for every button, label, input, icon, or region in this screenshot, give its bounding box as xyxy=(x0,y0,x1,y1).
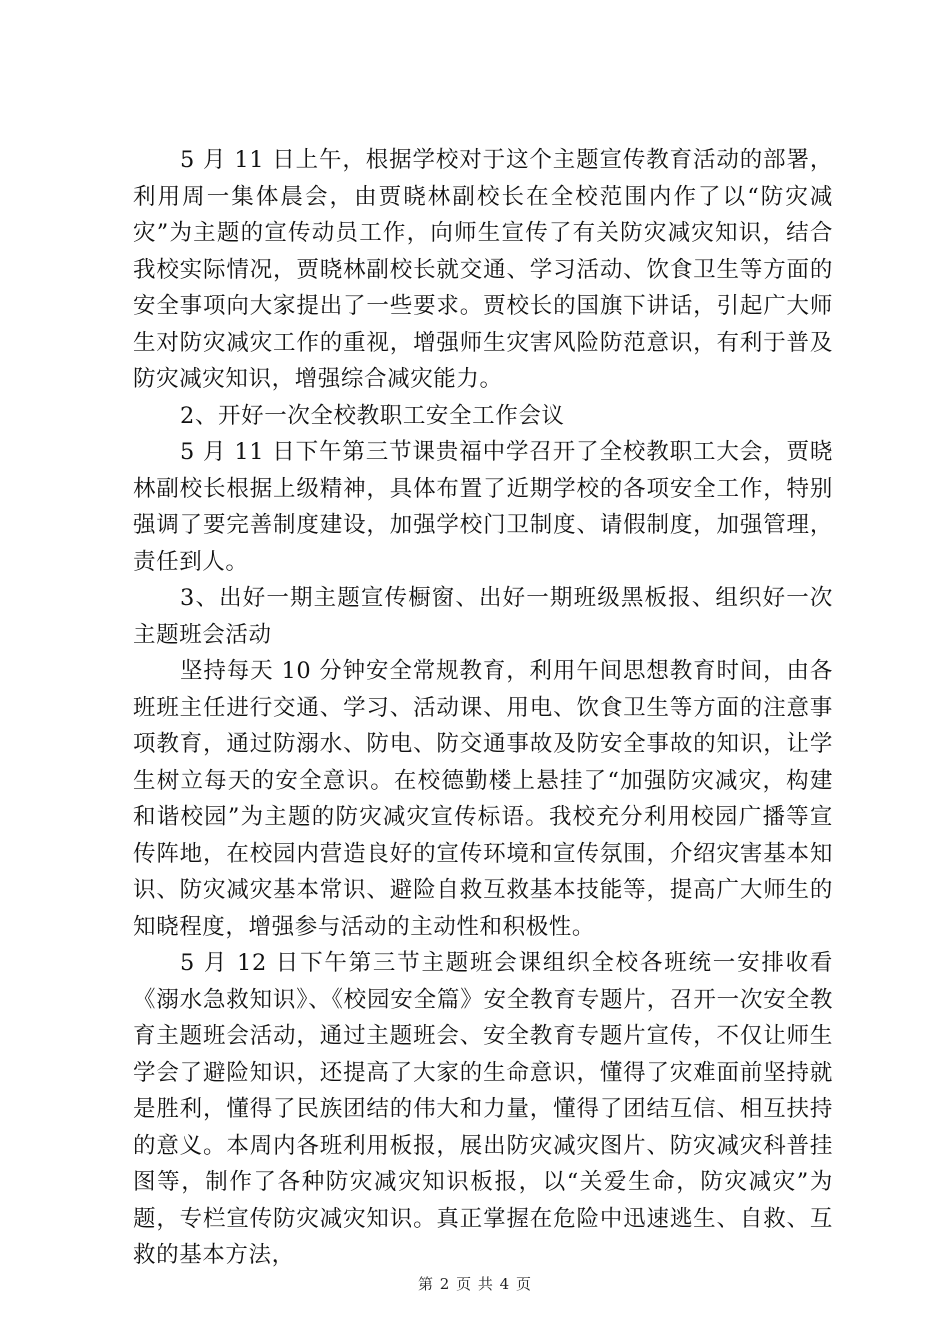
paragraph-class-meeting: 5 月 12 日下午第三节主题班会课组织全校各班统一安排收看《溺水急救知识》、《校园安全篇》安全教育专题片，召开一次安全教育主题班会活动，通过主题班会、安全教育专题片宣传，不仅让师生学会了避险知识，还提高了大家的生命意识，懂得了灾难面前坚持就是胜利，懂得了民族团结的伟大和力量，懂得了团结互信、相互扶持的意义。本周内各班利用板报，展出防灾减灾图片、防灾减灾科普挂图等，制作了各种防灾减灾知识板报，以“关爱生命，防灾减灾”为题，专栏宣传防灾减灾知识。真正掌握在危险中迅速逃生、自救、互救的基本方法， xyxy=(133,950,833,1268)
paragraph-morning-assembly: 5 月 11 日上午，根据学校对于这个主题宣传教育活动的部署，利用周一集体晨会，由贾晓林副校长在全校范围内作了以“防灾减灾”为主题的宣传动员工作，向师生宣传了有关防灾减灾知识，结合我校实际情况，贾晓林副校长就交通、学习活动、饮食卫生等方面的安全事项向大家提出了一些要求。贾校长的国旗下讲话，引起广大师生对防灾减灾工作的重视，增强师生灾害风险防范意识，有利于普及防灾减灾知识，增强综合减灾能力。 xyxy=(133,147,833,392)
heading-publicity-activities: 3、出好一期主题宣传橱窗、出好一期班级黑板报、组织好一次主题班会活动 xyxy=(133,585,833,648)
page-number-footer: 第 2 页 共 4 页 xyxy=(418,1275,532,1293)
paragraph-staff-meeting: 5 月 11 日下午第三节课贵福中学召开了全校教职工大会，贾晓林副校长根据上级精神，具体布置了近期学校的各项安全工作，特别强调了要完善制度建设，加强学校门卫制度、请假制度，加强管理，责任到人。 xyxy=(133,439,833,575)
paragraph-daily-safety-education: 坚持每天 10 分钟安全常规教育，利用午间思想教育时间，由各班班主任进行交通、学习、活动课、用电、饮食卫生等方面的注意事项教育，通过防溺水、防电、防交通事故及防安全事故的知识，让学生树立每天的安全意识。在校德勤楼上悬挂了“加强防灾减灾，构建和谐校园”为主题的防灾减灾宣传标语。我校充分利用校园广播等宣传阵地，在校园内营造良好的宣传环境和宣传氛围，介绍灾害基本知识、防灾减灾基本常识、避险自救互救基本技能等，提高广大师生的知晓程度，增强参与活动的主动性和积极性。 xyxy=(133,658,833,940)
heading-staff-meeting: 2、开好一次全校教职工安全工作会议 xyxy=(180,402,565,429)
document-body xyxy=(133,142,833,1274)
